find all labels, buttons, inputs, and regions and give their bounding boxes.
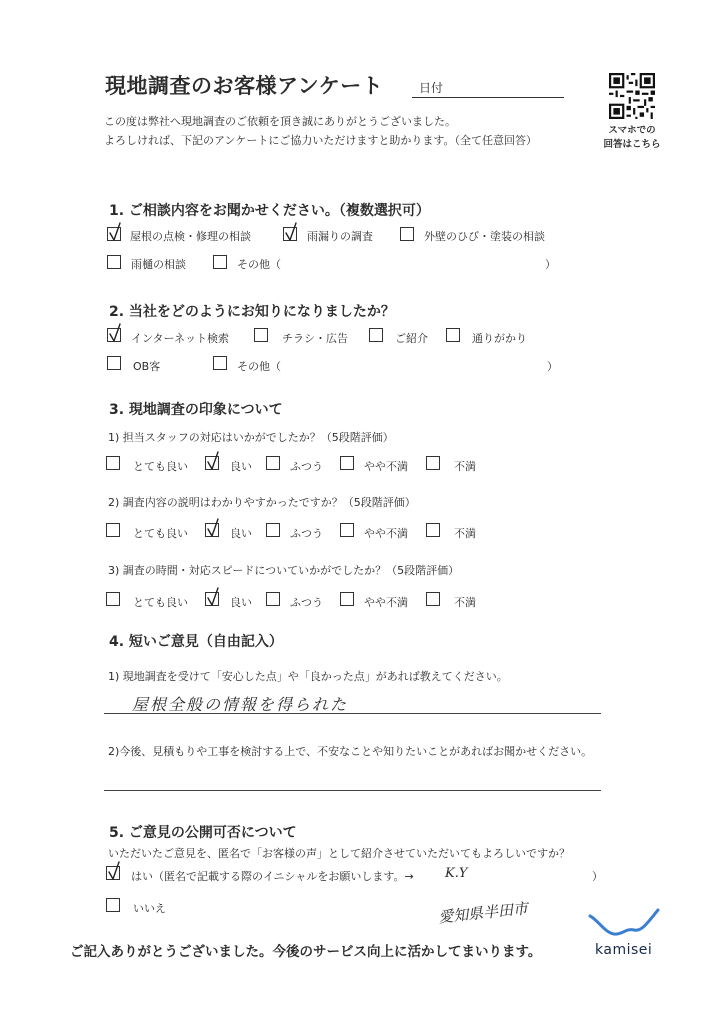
q5-yes-label: はい（匿名で記載する際のイニシャルをお願いします。→ bbox=[131, 870, 414, 883]
q5-question: いただいたご意見を、匿名で「お客様の声」として紹介させていただいてもよろしいですか？ bbox=[108, 847, 570, 860]
q2-label-ob: OB客 bbox=[133, 360, 161, 373]
q1-label-other: その他（ bbox=[237, 258, 281, 271]
respondent-location-handwritten: 愛知県半田市 bbox=[437, 899, 529, 927]
check-mark bbox=[286, 223, 296, 240]
qr-caption: スマホでの 回答はこちら bbox=[603, 125, 661, 150]
q1-label-roof: 屋根の点検・修理の相談 bbox=[130, 230, 251, 243]
intro-line-2: よろしければ、下記のアンケートにご協力いただけますと助かります。（全て任意回答） bbox=[104, 134, 537, 147]
q3-heading: 3. 現地調査の印象について bbox=[109, 402, 283, 418]
q3-scale-label: とても良い bbox=[133, 527, 188, 540]
check-mark bbox=[208, 588, 218, 605]
q1-label-leak: 雨漏りの調査 bbox=[307, 230, 373, 243]
q2-label-other: その他（ bbox=[237, 360, 281, 373]
q2-label-referral: ご紹介 bbox=[395, 332, 428, 345]
q3-scale-label: 良い bbox=[230, 596, 252, 609]
intro-line-1: この度は弊社へ現地調査のご依頼を頂き誠にありがとうございました。 bbox=[104, 115, 456, 128]
q3-item2-question: 2) 調査内容の説明はわかりやすかったですか？（5段階評価） bbox=[108, 496, 416, 509]
q4-q1-text: 1) 現地調査を受けて「安心した点」や「良かった点」があれば教えてください。 bbox=[108, 670, 508, 683]
q5-heading: 5. ご意見の公開可否について bbox=[109, 825, 297, 841]
survey-title: 現地調査のお客様アンケート bbox=[105, 74, 384, 98]
date-label: 日付 bbox=[419, 81, 444, 95]
q3-scale-label: ふつう bbox=[290, 460, 323, 473]
q5-no-label: いいえ bbox=[133, 902, 166, 915]
q1-heading: 1. ご相談内容をお聞かせください。（複数選択可） bbox=[109, 203, 430, 219]
q3-scale-label: 良い bbox=[230, 460, 252, 473]
q3-scale-label: やや不満 bbox=[364, 596, 408, 609]
q3-scale-label: ふつう bbox=[290, 596, 323, 609]
q5-paren-close: ） bbox=[592, 870, 603, 883]
q2-label-flyer: チラシ・広告 bbox=[282, 332, 348, 345]
check-mark bbox=[110, 223, 120, 240]
q4-q1-handwritten-answer: 屋根全般の情報を得られた bbox=[132, 695, 349, 714]
q3-item1-question: 1) 担当スタッフの対応はいかがでしたか？（5段階評価） bbox=[108, 431, 394, 444]
check-mark bbox=[109, 862, 119, 879]
q3-scale-label: 不満 bbox=[454, 460, 476, 473]
q4-heading: 4. 短いご意見（自由記入） bbox=[109, 634, 283, 650]
q2-label-internet: インターネット検索 bbox=[131, 332, 230, 345]
q3-scale-label: 不満 bbox=[454, 596, 476, 609]
q3-scale-label: 不満 bbox=[454, 527, 476, 540]
q2-heading: 2. 当社をどのようにお知りになりましたか？ bbox=[109, 304, 395, 320]
q3-item3-question: 3) 調査の時間・対応スピードについていかがでしたか？（5段階評価） bbox=[108, 564, 460, 577]
q3-scale-label: やや不満 bbox=[364, 527, 408, 540]
q3-scale-label: ふつう bbox=[290, 527, 323, 540]
q2-label-passing: 通りがかり bbox=[472, 332, 527, 345]
q3-scale-label: とても良い bbox=[133, 460, 188, 473]
q2-paren-close: ） bbox=[547, 360, 558, 373]
q1-paren-close: ） bbox=[545, 258, 556, 271]
check-mark bbox=[110, 324, 120, 341]
brand-name: kamisei bbox=[595, 942, 653, 958]
q3-scale-label: とても良い bbox=[133, 596, 188, 609]
q3-scale-label: 良い bbox=[230, 527, 252, 540]
closing-message: ご記入ありがとうございました。今後のサービス向上に活かしてまいります。 bbox=[70, 944, 542, 960]
q3-scale-label: やや不満 bbox=[364, 460, 408, 473]
q1-label-gutter: 雨樋の相談 bbox=[131, 258, 186, 271]
check-mark bbox=[208, 452, 218, 469]
q1-label-wall: 外壁のひび・塗装の相談 bbox=[424, 230, 545, 243]
check-mark bbox=[208, 519, 218, 536]
q4-q2-text: 2)今後、見積もりや工事を検討する上で、不安なことや知りたいことがあればお聞かせください。 bbox=[108, 745, 593, 758]
q5-initials-handwritten: K.Y bbox=[445, 866, 468, 881]
